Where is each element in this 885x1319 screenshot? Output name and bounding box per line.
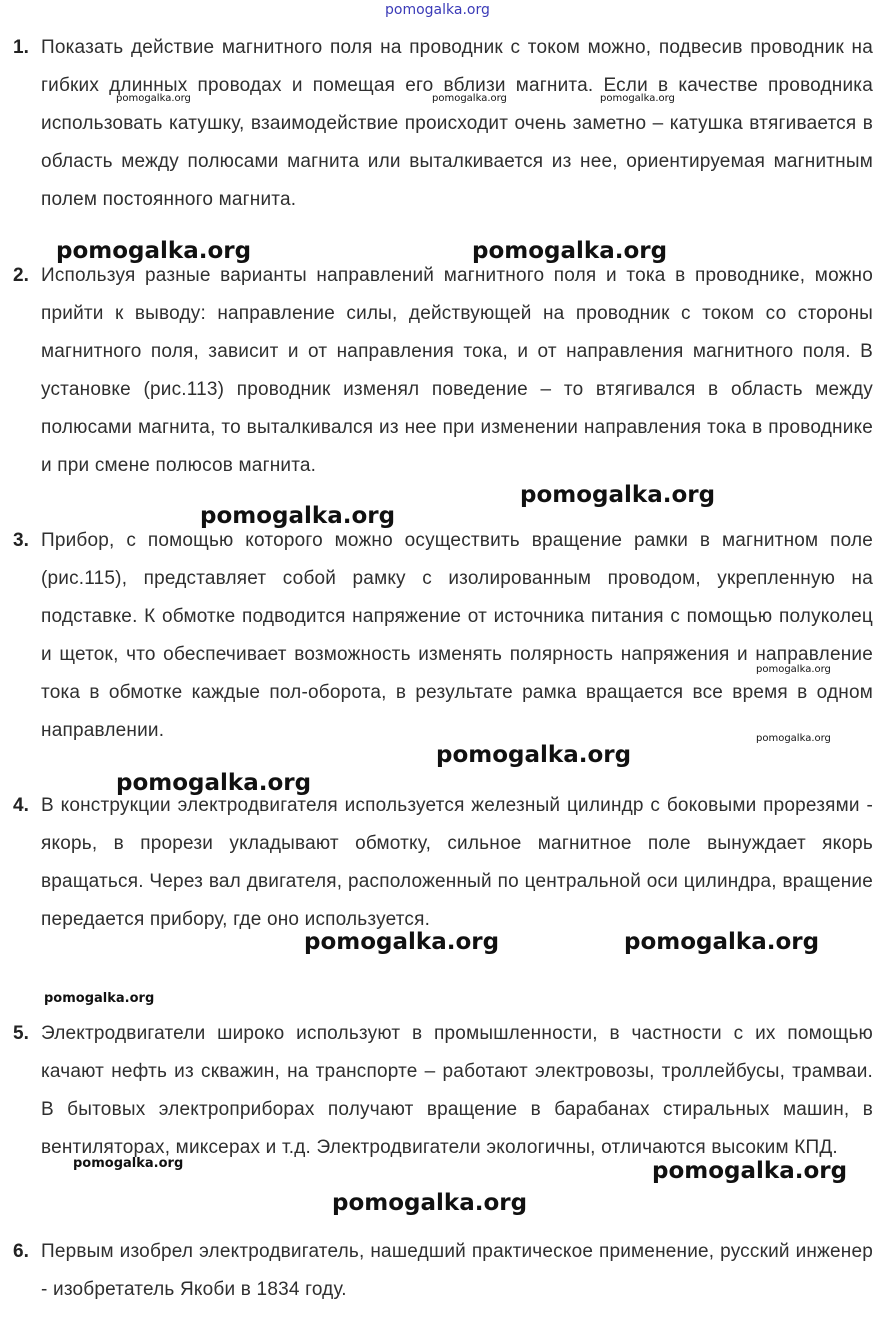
item-text: Прибор, с помощью которого можно осуществить вращение рамки в магнитном поле (рис.115), представляет собой рамку с изолированным проводом, укрепленную на подставке. К обмотке подводится напряжение от источника питания с помощью полуколец и щеток, что обеспечивает возможность изменять полярность напряжения и направление тока в обмотке каждые пол-оборота, в результате рамка вращается все время в одном направлении. bbox=[41, 530, 873, 741]
item-number: 2. bbox=[13, 265, 29, 286]
item-number: 1. bbox=[13, 37, 29, 58]
item-text: Электродвигатели широко используют в промышленности, в частности с их помощью качают нефть из скважин, на транспорте – работают электровозы, троллейбусы, трамваи. В бытовых электроприборах получают вращение в барабанах стиральных машин, в вентиляторах, миксерах и т.д. Электродвигатели экологичны, отличаются высоким КПД. bbox=[41, 1023, 873, 1158]
item-text: В конструкции электродвигателя используется железный цилиндр с боковыми прорезями - якорь, в прорези укладывают обмотку, сильное магнитное поле вынуждает якорь вращаться. Через вал двигателя, расположенный по центральной оси цилиндра, вращение передается прибору, где оно используется. bbox=[41, 795, 873, 930]
watermark: pomogalka.org bbox=[600, 93, 675, 104]
item-number: 3. bbox=[13, 530, 29, 551]
watermark: pomogalka.org bbox=[624, 929, 820, 955]
watermark: pomogalka.org bbox=[436, 742, 632, 768]
watermark: pomogalka.org bbox=[520, 482, 716, 508]
item-number: 5. bbox=[13, 1023, 29, 1044]
watermark: pomogalka.org bbox=[200, 503, 396, 529]
item-text: Используя разные варианты направлений магнитного поля и тока в проводнике, можно прийти к выводу: направление силы, действующей на проводник с током со стороны магнитного поля, зависит и от направления тока, и от направления магнитного поля. В установке (рис.113) проводник изменял поведение – то втягивался в область между полюсами магнита, то выталкивался из нее при изменении направления тока в проводнике и при смене полюсов магнита. bbox=[41, 265, 873, 476]
watermark: pomogalka.org bbox=[472, 238, 668, 264]
list-item-6 bbox=[13, 1233, 873, 1309]
watermark: pomogalka.org bbox=[652, 1158, 848, 1184]
watermark: pomogalka.org bbox=[756, 733, 831, 744]
list-item-3 bbox=[13, 522, 873, 750]
list-item-4 bbox=[13, 787, 873, 939]
item-text: Первым изобрел электродвигатель, нашедший практическое применение, русский инженер - изобретатель Якоби в 1834 году. bbox=[41, 1241, 873, 1300]
watermark: pomogalka.org bbox=[332, 1190, 528, 1216]
watermark: pomogalka.org bbox=[44, 991, 155, 1006]
list-item-2 bbox=[13, 257, 873, 485]
watermark: pomogalka.org bbox=[116, 770, 312, 796]
watermark: pomogalka.org bbox=[385, 2, 490, 18]
watermark: pomogalka.org bbox=[432, 93, 507, 104]
item-number: 6. bbox=[13, 1241, 29, 1262]
watermark: pomogalka.org bbox=[116, 93, 191, 104]
watermark: pomogalka.org bbox=[56, 238, 252, 264]
watermark: pomogalka.org bbox=[304, 929, 500, 955]
item-number: 4. bbox=[13, 795, 29, 816]
list-item-5 bbox=[13, 1015, 873, 1167]
watermark: pomogalka.org bbox=[756, 664, 831, 675]
list-item-1 bbox=[13, 29, 873, 219]
watermark: pomogalka.org bbox=[73, 1156, 184, 1171]
item-text: Показать действие магнитного поля на проводник с током можно, подвесив проводник на гибких длинных проводах и помещая его вблизи магнита. Если в качестве проводника использовать катушку, взаимодействие происходит очень заметно – катушка втягивается в область между полюсами магнита или выталкивается из нее, ориентируемая магнитным полем постоянного магнита. bbox=[41, 37, 873, 210]
